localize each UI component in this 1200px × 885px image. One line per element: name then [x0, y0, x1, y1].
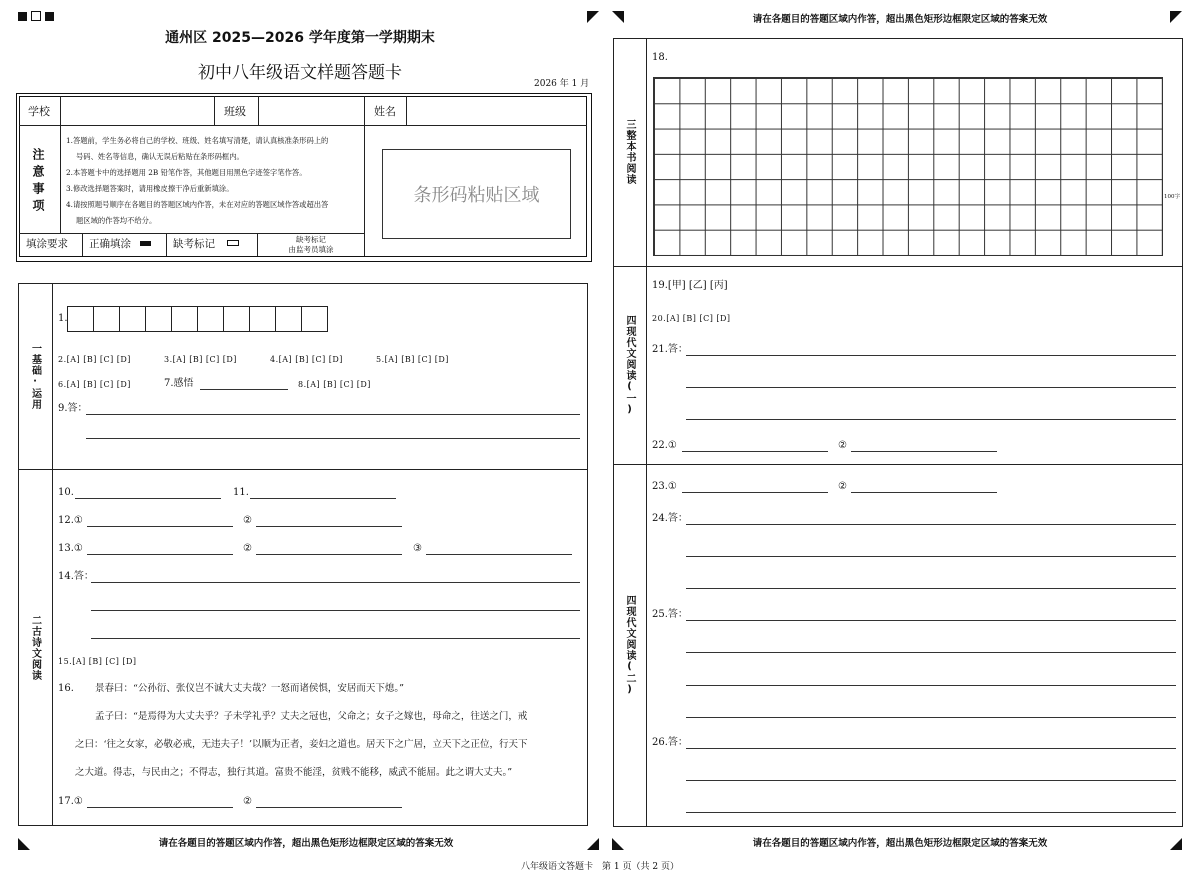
answer-line[interactable] [686, 652, 1176, 653]
answer-line[interactable] [686, 812, 1176, 813]
q16-label: 16. [58, 683, 74, 694]
notice-list [66, 133, 328, 229]
answer-line[interactable] [91, 610, 580, 611]
footer-warning-left: 请在各题目的答题区域内作答，超出黑色矩形边框限定区域的答案无效 [158, 838, 454, 849]
barcode-text: 条形码粘贴区域 [413, 185, 540, 206]
passage-line: 之大道。得志，与民由之；不得志，独行其道。富贵不能淫，贫贱不能移，威武不能屈。此之谓大丈夫。” [75, 767, 513, 778]
char-box[interactable] [93, 306, 120, 332]
exam-date: 2026 年 1 月 [534, 79, 590, 89]
q17a-label: 17.① [58, 796, 83, 807]
char-box[interactable] [145, 306, 172, 332]
exam-title: 通州区 2025—2026 学年度第一学期期末 [165, 30, 435, 46]
q21-label: 21.答： [652, 344, 688, 355]
section-label-modern-1 [613, 266, 646, 464]
passage-line: 景春曰：“公孙衍、张仪岂不诚大丈夫哉？一怒而诸侯惧，安居而天下熄。” [95, 683, 404, 694]
q15-options[interactable]: 15.[A] [B] [C] [D] [58, 657, 137, 666]
section-label-classical [18, 469, 52, 826]
top-warning-right: 请在各题目的答题区域内作答，超出黑色矩形边框限定区域的答案无效 [752, 14, 1048, 25]
name-field[interactable] [408, 98, 584, 124]
q24-label: 24.答： [652, 513, 688, 524]
q12a-label: 12.① [58, 515, 83, 526]
passage-line: 孟子曰：“是焉得为大丈夫乎？子未学礼乎？丈夫之冠也，父命之；女子之嫁也，母命之，往送之门，戒 [95, 711, 528, 722]
barcode-area [382, 149, 571, 239]
word-count-mark: 100字 [1164, 194, 1180, 200]
class-field[interactable] [260, 98, 362, 124]
card-subtitle: 初中八年级语文样题答题卡 [198, 63, 402, 83]
school-field[interactable] [62, 98, 212, 124]
notice-line: 3.修改选择题答案时，请用橡皮擦干净后重新填涂。 [66, 184, 234, 193]
section-label-text: 三整本书阅读 [624, 119, 635, 185]
answer-line[interactable] [426, 554, 572, 555]
q25-label: 25.答： [652, 609, 688, 620]
composition-grid[interactable] [653, 77, 1163, 256]
q7-label: 7.感悟 [164, 378, 194, 389]
correct-fill-label: 正确填涂 [89, 238, 131, 250]
school-label: 学校 [28, 105, 50, 118]
q10-label: 10. [58, 487, 74, 498]
q18-label: 18. [652, 52, 668, 63]
q4-options[interactable]: 4.[A] [B] [C] [D] [270, 355, 343, 364]
section-label-basics [18, 283, 52, 469]
answer-line[interactable] [686, 620, 1176, 621]
notice-label: 注意事项 [31, 148, 45, 216]
section-label-text: 四现代文阅读(二) [624, 594, 635, 696]
notice-line: 2.本答题卡中的选择题用 2B 铅笔作答，其他题目用黑色字迹签字笔作答。 [66, 168, 307, 177]
answer-line[interactable] [87, 554, 233, 555]
answer-line[interactable] [91, 638, 580, 639]
answer-line[interactable] [686, 387, 1176, 388]
notice-line: 号码、姓名等信息，确认无误后粘贴在条形码框内。 [76, 152, 244, 161]
answer-line[interactable] [851, 492, 997, 493]
answer-line[interactable] [87, 807, 233, 808]
q13a-label: 13.① [58, 543, 83, 554]
page-number: 八年级语文答题卡 第 1 页（共 2 页） [521, 862, 679, 872]
q9-label: 9.答： [58, 403, 88, 414]
char-box[interactable] [223, 306, 250, 332]
corner-marks [18, 11, 54, 21]
char-box[interactable] [171, 306, 198, 332]
answer-line[interactable] [686, 588, 1176, 589]
q22a-label: 22.① [652, 440, 677, 451]
q7-answer-line[interactable] [200, 389, 288, 390]
absent-note-line: 缺考标记 [296, 235, 326, 244]
q23b-label: ② [838, 481, 847, 492]
corner-triangle-icon [587, 11, 599, 23]
notice-line: 4.请按照题号顺序在各题目的答题区域内作答，未在对应的答题区域作答或超出答 [66, 200, 329, 209]
section-label-text: 二古诗文阅读 [29, 614, 41, 681]
q5-options[interactable]: 5.[A] [B] [C] [D] [376, 355, 449, 364]
answer-line[interactable] [87, 526, 233, 527]
q11-label: 11. [233, 487, 249, 498]
absent-mark-label: 缺考标记 [173, 238, 215, 250]
q13c-label: ③ [413, 543, 422, 554]
char-box[interactable] [249, 306, 276, 332]
answer-line[interactable] [256, 554, 402, 555]
notice-line: 1.答题前，学生务必将自己的学校、班级、姓名填写清楚，请认真核准条形码上的 [66, 136, 329, 145]
answer-line[interactable] [686, 524, 1176, 525]
square-empty-icon [31, 11, 41, 21]
square-filled-icon [45, 12, 54, 21]
absent-note [258, 235, 364, 255]
char-box[interactable] [119, 306, 146, 332]
q14-label: 14.答： [58, 571, 94, 582]
answer-line[interactable] [682, 451, 828, 452]
section-label-modern-2 [613, 464, 646, 826]
class-label: 班级 [224, 105, 246, 118]
answer-line[interactable] [686, 748, 1176, 749]
square-filled-icon [18, 12, 27, 21]
q26-label: 26.答： [652, 737, 688, 748]
q8-options[interactable]: 8.[A] [B] [C] [D] [298, 380, 371, 389]
q12b-label: ② [243, 515, 252, 526]
answer-line[interactable] [686, 355, 1176, 356]
answer-line[interactable] [851, 451, 997, 452]
q3-options[interactable]: 3.[A] [B] [C] [D] [164, 355, 237, 364]
passage-line: 之曰：‘往之女家，必敬必戒，无违夫子！’以顺为正者，妾妇之道也。居天下之广居，立天下之正位，行天下 [75, 739, 528, 750]
char-box[interactable] [67, 306, 94, 332]
answer-line[interactable] [86, 414, 580, 415]
q20-options[interactable]: 20.[A] [B] [C] [D] [652, 314, 731, 323]
fill-requirement-label: 填涂要求 [26, 238, 68, 250]
answer-line[interactable] [686, 685, 1176, 686]
answer-line[interactable] [686, 556, 1176, 557]
answer-line[interactable] [686, 717, 1176, 718]
q22b-label: ② [838, 440, 847, 451]
answer-line[interactable] [686, 419, 1176, 420]
section-label-whole-book [613, 38, 646, 266]
answer-line[interactable] [682, 492, 828, 493]
footer-warning-right: 请在各题目的答题区域内作答，超出黑色矩形边框限定区域的答案无效 [752, 838, 1048, 849]
answer-line[interactable] [91, 582, 580, 583]
char-box[interactable] [275, 306, 302, 332]
answer-line[interactable] [686, 780, 1176, 781]
answer-line[interactable] [250, 498, 396, 499]
q13b-label: ② [243, 543, 252, 554]
absent-note-line: 由监考员填涂 [288, 245, 334, 254]
name-label: 姓名 [374, 105, 396, 118]
section-label-text: 一基础·运用 [29, 342, 41, 410]
answer-line[interactable] [256, 526, 402, 527]
q19-options[interactable]: 19.[甲] [乙] [丙] [652, 280, 728, 291]
q6-options[interactable]: 6.[A] [B] [C] [D] [58, 380, 131, 389]
answer-line[interactable] [75, 498, 221, 499]
char-box[interactable] [301, 306, 328, 332]
section-label-text: 四现代文阅读(一) [624, 314, 635, 416]
q1-boxes [68, 306, 328, 332]
q17b-label: ② [243, 796, 252, 807]
absent-checkbox[interactable] [227, 240, 239, 246]
q1-label: 1. [58, 313, 68, 324]
notice-line: 题区域的作答均不给分。 [76, 216, 157, 225]
answer-line[interactable] [256, 807, 402, 808]
char-box[interactable] [197, 306, 224, 332]
answer-line[interactable] [86, 438, 580, 439]
q2-options[interactable]: 2.[A] [B] [C] [D] [58, 355, 131, 364]
q23a-label: 23.① [652, 481, 677, 492]
filled-mark-icon [140, 241, 151, 246]
